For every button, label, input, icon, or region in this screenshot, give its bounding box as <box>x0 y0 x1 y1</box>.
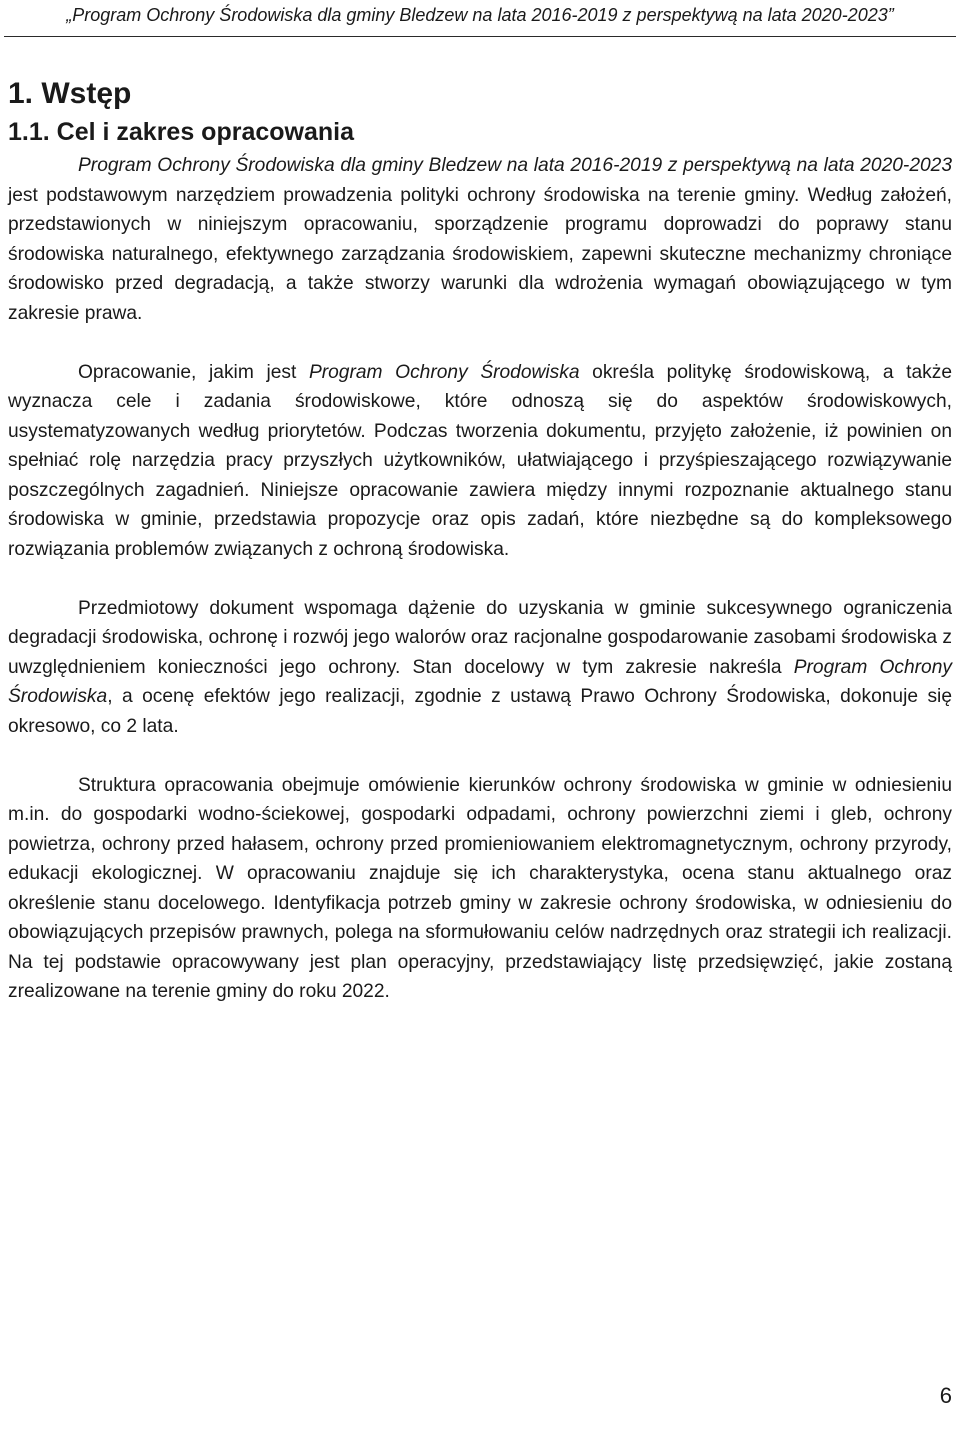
paragraph-3 <box>8 594 952 742</box>
text-run: określa politykę środowiskową, a także wyznacza cele i zadania środowiskowe, które odnoszą się do aspektów środowiskowych, usystematyzowanych według priorytetów. Podczas tworzenia dokumentu, przyjęto założenie, iż powinien on spełniać rolę narzędzia pracy przyszłych użytkowników, ułatwiającego i przyśpieszającego rozwiązywanie poszczególnych zagadnień. Niniejsze opracowanie zawiera między innymi rozpoznanie aktualnego stanu środowiska w gminie, przedstawia propozycje oraz opis zadań, które niezbędne są do kompleksowego rozwiązania problemów związanych z ochroną środowiska. <box>8 361 953 560</box>
section-heading: 1.1. Cel i zakres opracowania <box>8 118 354 146</box>
text-run: Opracowanie, jakim jest <box>78 361 309 383</box>
running-header: „Program Ochrony Środowiska dla gminy Bledzew na lata 2016-2019 z perspektywą na lata 2020-2023” <box>66 5 894 25</box>
text-run: jest podstawowym narzędziem prowadzenia polityki ochrony środowiska na terenie gminy. Według założeń, przedstawionych w niniejszym opracowaniu, sporządzenie programu doprowadzi do poprawy stanu środowiska naturalnego, efektywnego zarządzania środowiskiem, zapewni skuteczne mechanizmy chroniące środowisko przed degradacją, a także stworzy warunki dla wdrożenia wymagań obowiązującego w tym zakresie prawa. <box>8 184 952 324</box>
paragraph-1 <box>8 151 952 328</box>
program-title-italic: Program Ochrony Środowiska <box>8 656 952 707</box>
program-title-italic: Program Ochrony Środowiska dla gminy Bledzew na lata 2016-2019 z perspektywą na lata 2020-2023 <box>78 155 952 176</box>
text-run: Przedmiotowy dokument wspomaga dążenie do uzyskania w gminie sukcesywnego ograniczenia degradacji środowiska, ochronę i rozwój jego walorów oraz racjonalne gospodarowanie zasobami środowiska z uwzględnieniem konieczności jego ochrony. Stan docelowy w tym zakresie nakreśla <box>8 597 952 678</box>
header-divider <box>4 36 956 37</box>
page-number: 6 <box>939 1383 952 1408</box>
text-run: , a ocenę efektów jego realizacji, zgodnie z ustawą Prawo Ochrony Środowiska, dokonuje się okresowo, co 2 lata. <box>8 686 952 737</box>
chapter-heading: 1. Wstęp <box>8 77 132 110</box>
body-text <box>8 151 952 1007</box>
program-title-italic: Program Ochrony Środowiska <box>308 361 580 383</box>
paragraph-4 <box>8 771 952 1007</box>
paragraph-2 <box>8 358 952 565</box>
text-run: Struktura opracowania obejmuje omówienie kierunków ochrony środowiska w gminie w odniesieniu m.in. do gospodarki wodno-ściekowej, gospodarki odpadami, ochrony powierzchni ziemi i gleb, ochrony powietrza, ochrony przed hałasem, ochrony przed promieniowaniem elektromagnetycznym, ochrony przyrody, edukacji ekologicznej. W opracowaniu znajduje się ich charakterystyka, ocena stanu aktualnego oraz określenie stanu docelowego. Identyfikacja potrzeb gminy w zakresie ochrony środowiska, w odniesieniu do obowiązujących przepisów prawnych, polega na sformułowaniu celów nadrzędnych oraz strategii ich realizacji. Na tej podstawie opracowywany jest plan operacyjny, przedstawiający listę przedsięwzięć, jakie zostaną zrealizowane na terenie gminy do roku 2022. <box>8 774 952 1002</box>
